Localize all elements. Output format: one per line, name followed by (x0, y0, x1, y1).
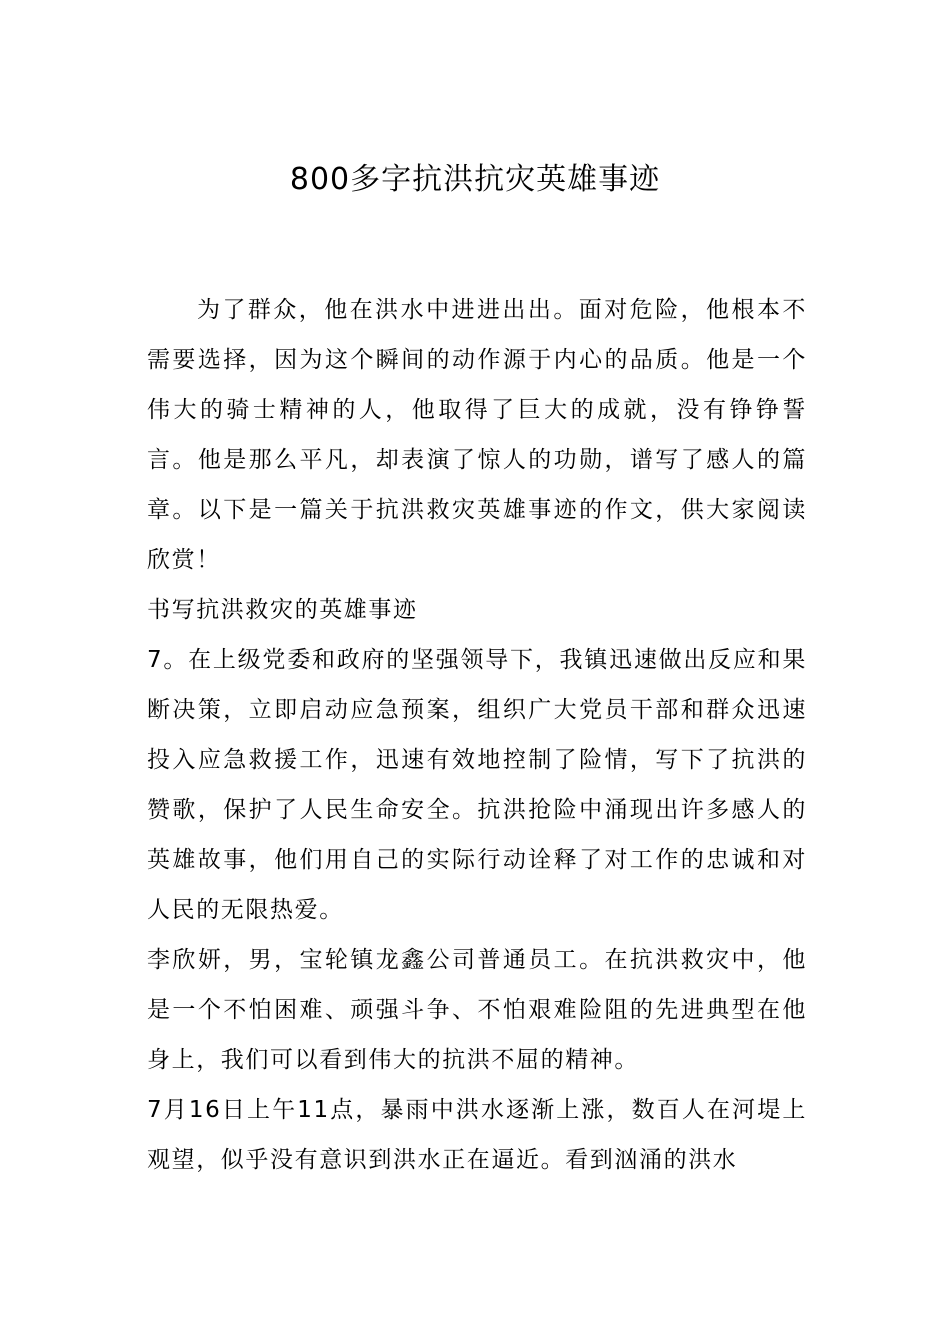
document-title: 800多字抗洪抗灾英雄事迹 (289, 162, 661, 197)
document-body (147, 285, 807, 1185)
body-paragraph: 7月16日上午11点，暴雨中洪水逐渐上涨，数百人在河堤上观望，似乎没有意识到洪水正在逼近。看到汹涌的洪水 (147, 1097, 807, 1173)
body-paragraph: 7。在上级党委和政府的坚强领导下，我镇迅速做出反应和果断决策，立即启动应急预案，组织广大党员干部和群众迅速投入应急救援工作，迅速有效地控制了险情，写下了抗洪的赞歌，保护了人民生命安全。抗洪抢险中涌现出许多感人的英雄故事，他们用自己的实际行动诠释了对工作的忠诚和对人民的无限热爱。 (147, 647, 807, 923)
intro-paragraph: 为了群众，他在洪水中进进出出。面对危险，他根本不需要选择，因为这个瞬间的动作源于内心的品质。他是一个伟大的骑士精神的人，他取得了巨大的成就，没有铮铮誓言。他是那么平凡，却表演了惊人的功勋，谱写了感人的篇章。以下是一篇关于抗洪救灾英雄事迹的作文，供大家阅读欣赏！ (147, 297, 807, 573)
section-heading: 书写抗洪救灾的英雄事迹 (147, 597, 418, 623)
body-paragraph: 李欣妍，男，宝轮镇龙鑫公司普通员工。在抗洪救灾中，他是一个不怕困难、顽强斗争、不怕艰难险阻的先进典型在他身上，我们可以看到伟大的抗洪不屈的精神。 (147, 947, 807, 1073)
